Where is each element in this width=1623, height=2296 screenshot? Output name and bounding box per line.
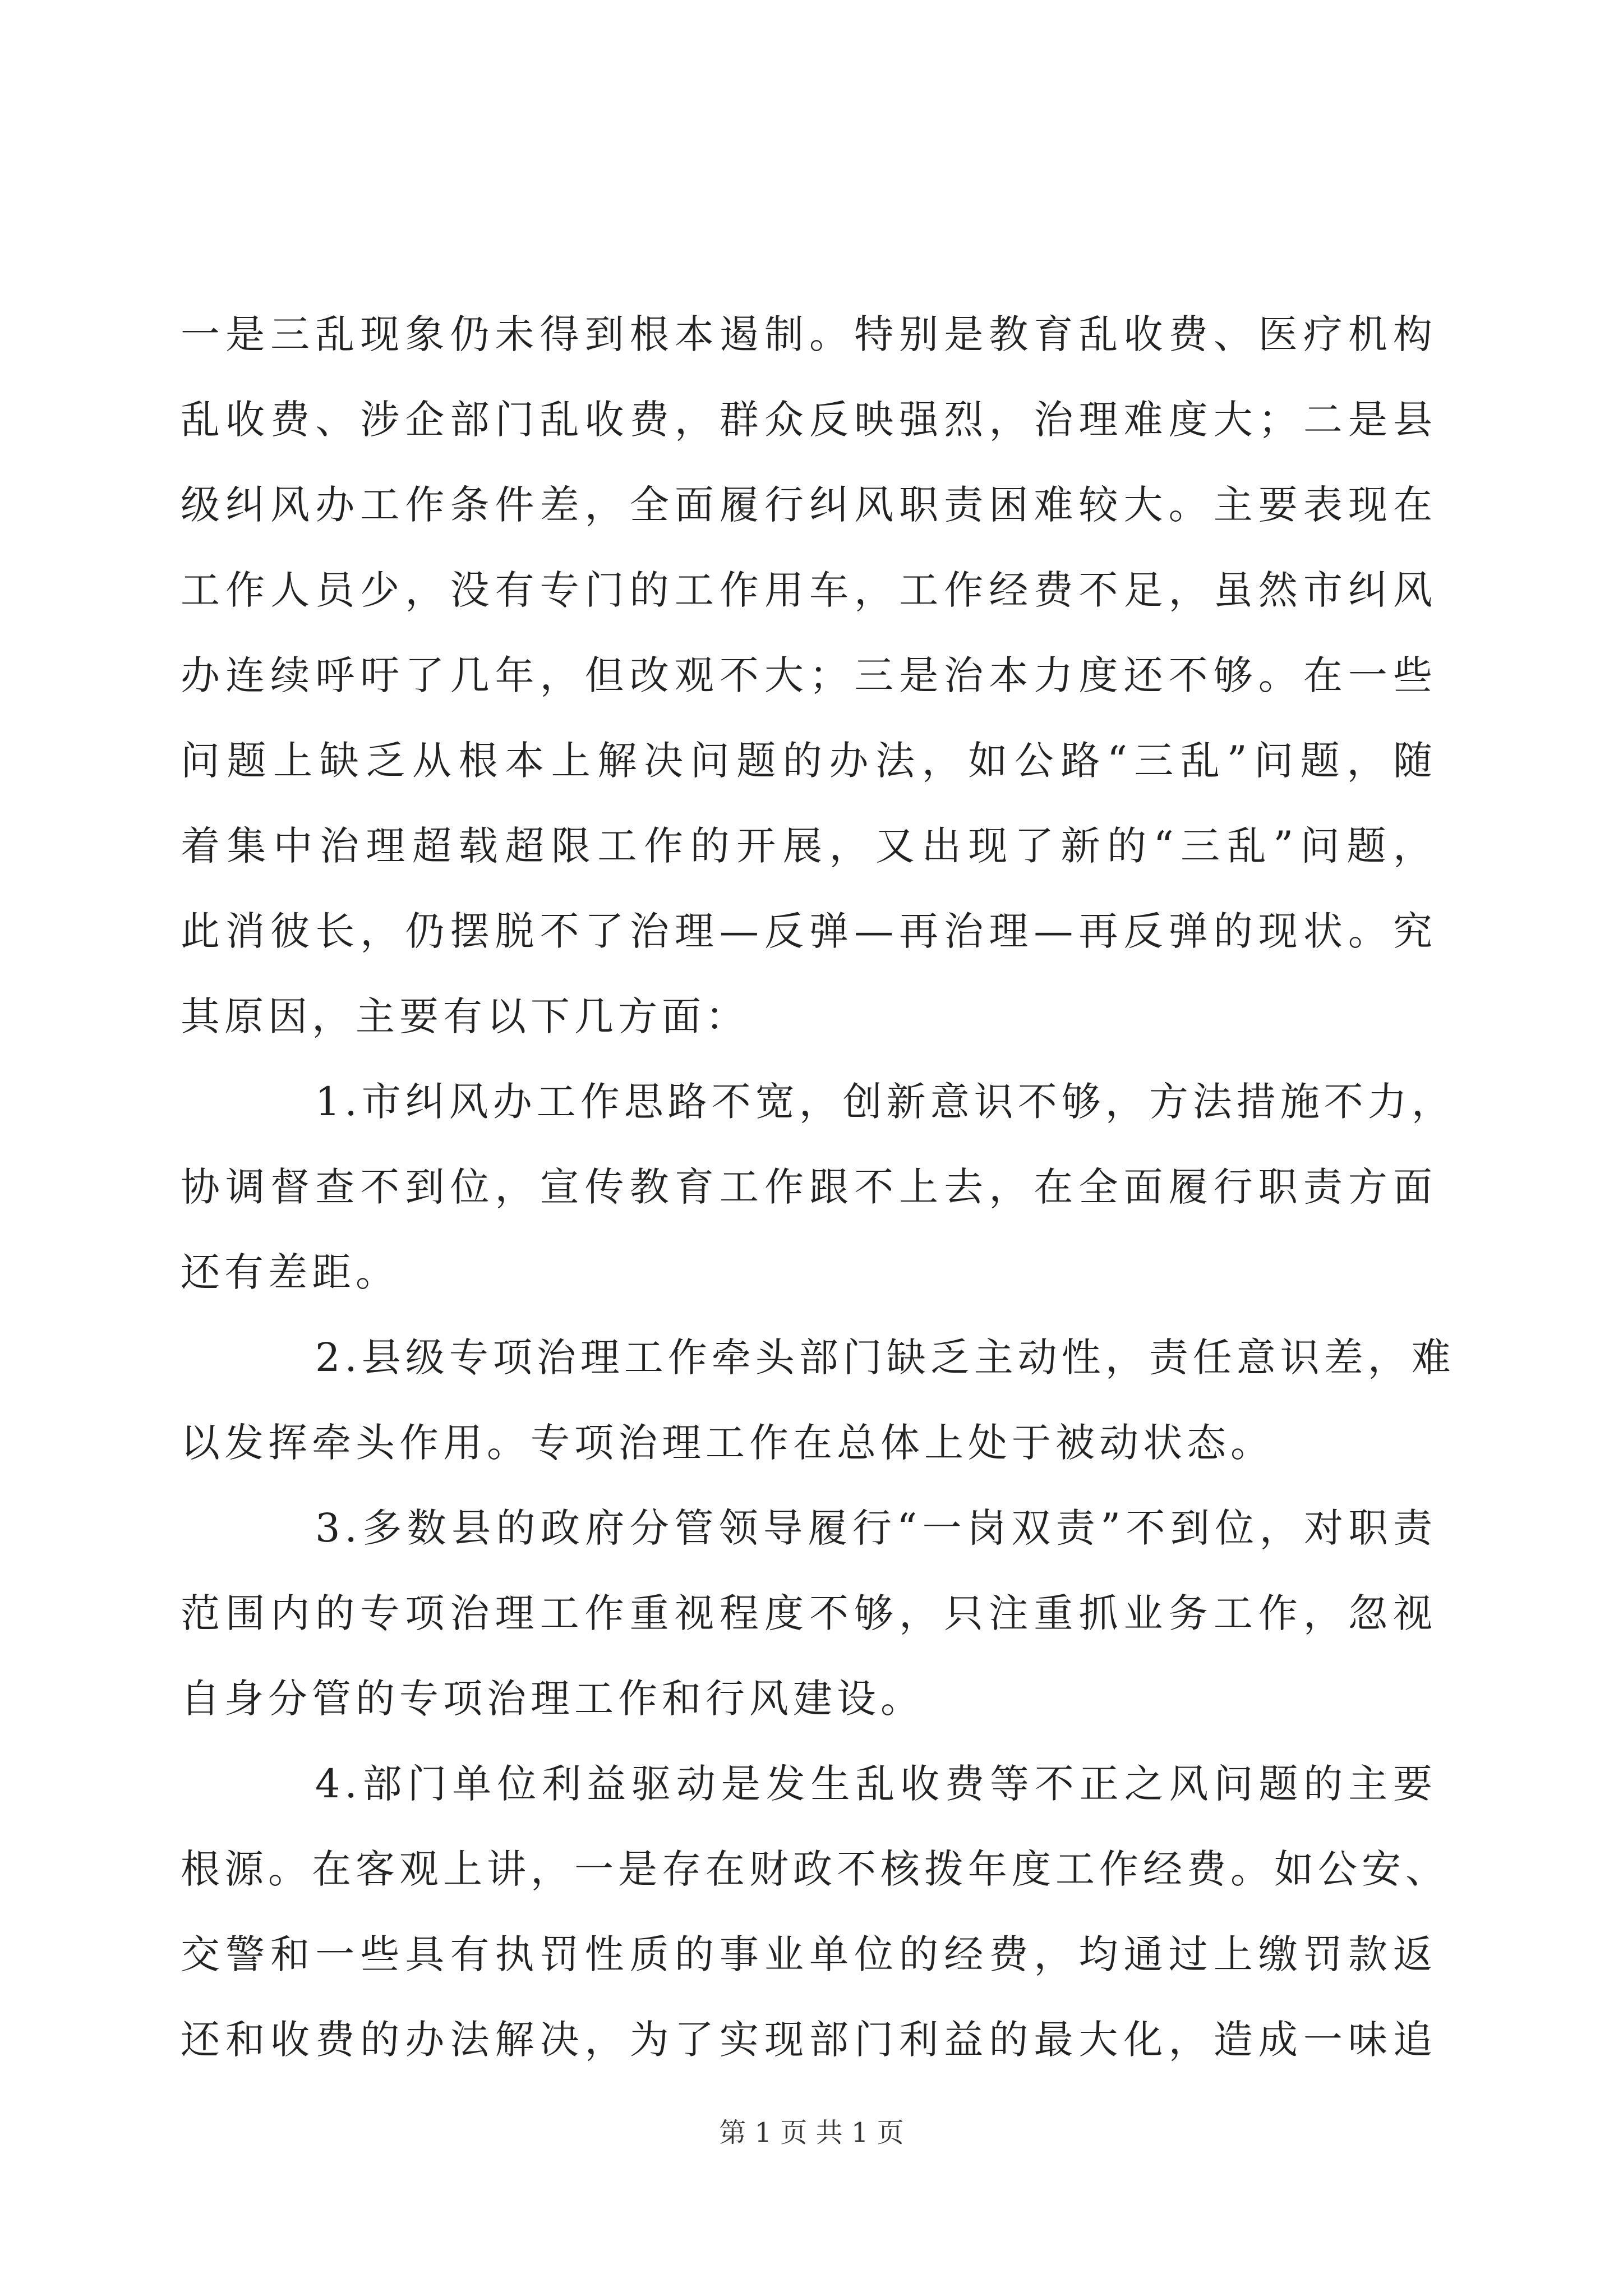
text-line: 问题上缺乏从根本上解决问题的办法，如公路“三乱”问题，随 — [181, 738, 1437, 784]
text-line: 范围内的专项治理工作重视程度不够，只注重抓业务工作，忽视 — [181, 1590, 1437, 1636]
paragraph-first-line: 1.市纠风办工作思路不宽，创新意识不够，方法措施不力， — [315, 1079, 1455, 1125]
text-line: 此消彼长，仍摆脱不了治理—反弹—再治理—再反弹的现状。究 — [181, 908, 1437, 954]
text-line: 以发挥牵头作用。专项治理工作在总体上处于被动状态。 — [181, 1420, 1274, 1466]
text-line: 其原因，主要有以下几方面： — [181, 993, 749, 1039]
text-line: 自身分管的专项治理工作和行风建设。 — [181, 1676, 924, 1722]
text-line: 还和收费的办法解决，为了实现部门利益的最大化，造成一味追 — [181, 2017, 1437, 2063]
document-body — [181, 292, 1455, 2082]
text-line: 办连续呼吁了几年，但改观不大；三是治本力度还不够。在一些 — [181, 652, 1437, 698]
page-footer: 第 1 页 共 1 页 — [719, 2117, 904, 2148]
text-line: 级纠风办工作条件差，全面履行纠风职责困难较大。主要表现在 — [181, 482, 1437, 528]
paragraph-first-line: 3.多数县的政府分管领导履行“一岗双责”不到位，对职责 — [315, 1505, 1437, 1551]
paragraph-first-line: 4.部门单位利益驱动是发生乱收费等不正之风问题的主要 — [315, 1761, 1437, 1807]
text-line: 乱收费、涉企部门乱收费，群众反映强烈，治理难度大；二是县 — [181, 397, 1437, 443]
text-line: 工作人员少，没有专门的工作用车，工作经费不足，虽然市纠风 — [181, 567, 1437, 613]
text-line: 根源。在客观上讲，一是存在财政不核拨年度工作经费。如公安、 — [181, 1846, 1449, 1892]
text-line: 还有差距。 — [181, 1249, 399, 1295]
text-line: 着集中治理超载超限工作的开展，又出现了新的“三乱”问题， — [181, 823, 1437, 869]
paragraph-first-line: 2.县级专项治理工作牵头部门缺乏主动性，责任意识差，难 — [315, 1335, 1455, 1381]
text-line: 一是三乱现象仍未得到根本遏制。特别是教育乱收费、医疗机构 — [181, 311, 1437, 357]
text-line: 协调督查不到位，宣传教育工作跟不上去，在全面履行职责方面 — [181, 1164, 1437, 1210]
text-line: 交警和一些具有执罚性质的事业单位的经费，均通过上缴罚款返 — [181, 1931, 1437, 1977]
